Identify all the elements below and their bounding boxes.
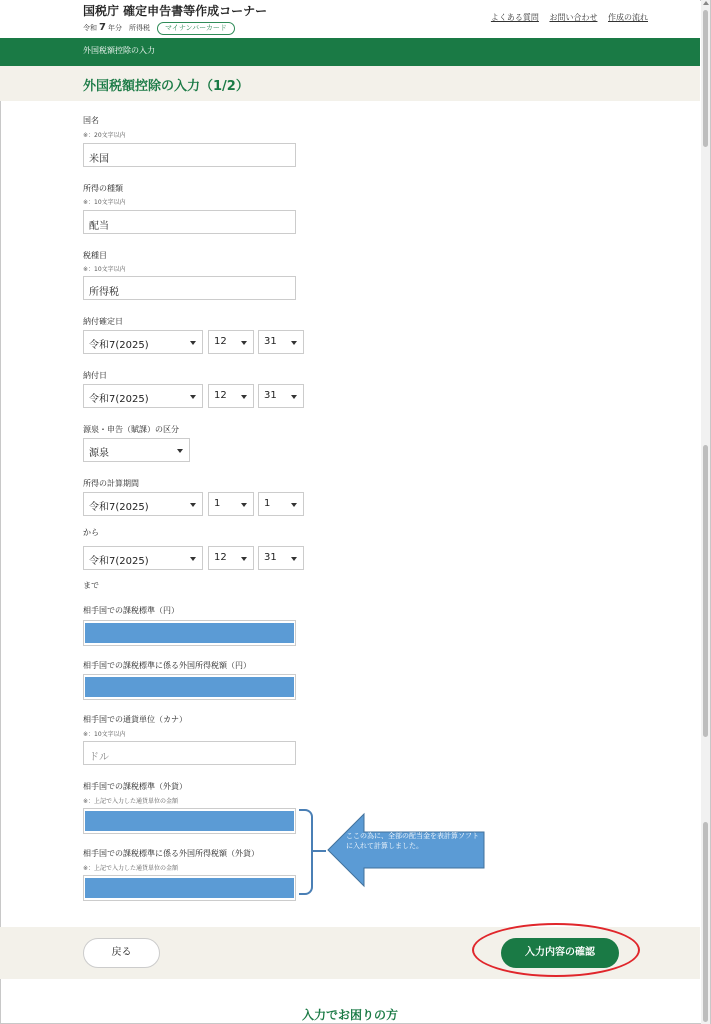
era-prefix: 令和 [83,24,97,32]
select-value: 12 [214,336,227,347]
income-type-label: 所得の種類 [83,184,123,193]
country-label: 国名 [83,116,99,125]
period-from-suffix: から [83,528,99,537]
period-from-day-select[interactable] [258,492,304,516]
site-title[interactable]: 国税庁 確定申告書等作成コーナー [83,4,268,18]
payment-fixed-month-select[interactable] [208,330,254,354]
redaction-block [85,878,294,898]
chevron-down-icon [190,341,196,345]
select-value: 1 [214,498,221,509]
payment-fixed-day-select[interactable] [258,330,304,354]
chevron-down-icon [190,503,196,507]
contact-link[interactable]: お問い合わせ [549,13,598,22]
bracket-tip [312,850,326,852]
bracket-annotation [299,809,313,895]
faq-link[interactable]: よくある質問 [490,13,539,22]
chevron-down-icon [241,557,247,561]
currency-unit-label: 相手国での通貨単位（カナ） [83,715,187,724]
period-from-era-select[interactable] [83,492,203,516]
select-value: 令和7(2025) [89,394,149,405]
breadcrumb-bar [0,38,700,66]
callout-text: ここの為に、全部の配当金を表計算ソフトに入れて計算しました。 [346,832,479,850]
period-to-month-select[interactable] [208,546,254,570]
select-value: 令和7(2025) [89,556,149,567]
chevron-down-icon [291,503,297,507]
scrollbar-thumb-segment [703,445,708,737]
back-button[interactable]: 戻る [83,938,160,968]
select-value: 令和7(2025) [89,502,149,513]
chevron-down-icon [177,449,183,453]
foreign-tax-base-jpy-input[interactable] [83,620,296,646]
income-type-input[interactable]: 配当 [83,210,296,234]
withholding-class-select[interactable] [83,438,190,462]
country-note: ※：20文字以内 [83,132,126,139]
payment-fixed-era-select[interactable] [83,330,203,354]
period-from-month-select[interactable] [208,492,254,516]
currency-unit-note: ※：10文字以内 [83,731,126,738]
redaction-block [85,811,294,831]
select-value: 31 [264,336,277,347]
scrollbar-thumb[interactable] [703,10,708,147]
chevron-down-icon [190,557,196,561]
period-to-era-select[interactable] [83,546,203,570]
foreign-tax-base-jpy-label: 相手国での課税標準（円） [83,606,179,615]
redaction-block [85,623,294,643]
foreign-tax-fc-input[interactable] [83,875,296,901]
title-bar [0,66,700,101]
select-value: 31 [264,552,277,563]
page-title: 外国税額控除の入力（1/2） [83,79,249,94]
header-links [483,12,648,23]
select-value: 1 [264,498,271,509]
payment-day-select[interactable] [258,384,304,408]
period-to-day-select[interactable] [258,546,304,570]
chevron-down-icon [241,341,247,345]
confirm-button[interactable]: 入力内容の確認 [501,938,619,968]
tax-item-label: 税種目 [83,251,107,260]
tax-type: 所得税 [128,24,150,32]
site-header [0,0,700,38]
foreign-tax-fc-note: ※：上記で入力した通貨単位の金額 [83,865,179,872]
country-input[interactable]: 米国 [83,143,296,167]
select-value: 12 [214,552,227,563]
year-number: 7 [99,22,106,33]
currency-unit-input[interactable]: ドル [83,741,296,765]
chevron-down-icon [241,503,247,507]
redaction-block [85,677,294,697]
my-number-badge: マイナンバーカード [157,22,235,35]
tax-item-input[interactable]: 所得税 [83,276,296,300]
payment-fixed-date-label: 納付確定日 [83,317,123,326]
foreign-tax-base-fc-note: ※：上記で入力した通貨単位の金額 [83,798,179,805]
tax-item-note: ※：10文字以内 [83,266,126,273]
highlight-ring [472,923,640,977]
foreign-tax-jpy-input[interactable] [83,674,296,700]
period-label: 所得の計算期間 [83,479,139,488]
chevron-down-icon [291,341,297,345]
select-value: 令和7(2025) [89,340,149,351]
select-value: 31 [264,390,277,401]
help-heading: 入力でお困りの方 [301,1008,398,1022]
chevron-down-icon [190,395,196,399]
foreign-tax-base-fc-input[interactable] [83,808,296,834]
scroll-up-arrow-icon[interactable] [703,1,709,5]
foreign-tax-jpy-label: 相手国での課税標準に係る外国所得税額（円） [83,661,251,670]
payment-era-select[interactable] [83,384,203,408]
chevron-down-icon [291,557,297,561]
select-value: 源泉 [89,448,109,459]
foreign-tax-fc-label: 相手国での課税標準に係る外国所得税額（外貨） [83,849,259,858]
payment-month-select[interactable] [208,384,254,408]
scrollbar-thumb-segment [703,822,708,1022]
select-value: 12 [214,390,227,401]
period-to-suffix: まで [83,581,99,590]
foreign-tax-base-fc-label: 相手国での課税標準（外貨） [83,782,187,791]
chevron-down-icon [291,395,297,399]
breadcrumb: 外国税額控除の入力 [83,46,155,55]
withholding-class-label: 源泉・申告（賦課）の区分 [83,425,179,434]
flow-link[interactable]: 作成の流れ [608,13,648,22]
tax-year [83,22,150,33]
chevron-down-icon [241,395,247,399]
year-suffix: 年分 [107,24,122,32]
income-type-note: ※：10文字以内 [83,199,126,206]
payment-date-label: 納付日 [83,371,107,380]
